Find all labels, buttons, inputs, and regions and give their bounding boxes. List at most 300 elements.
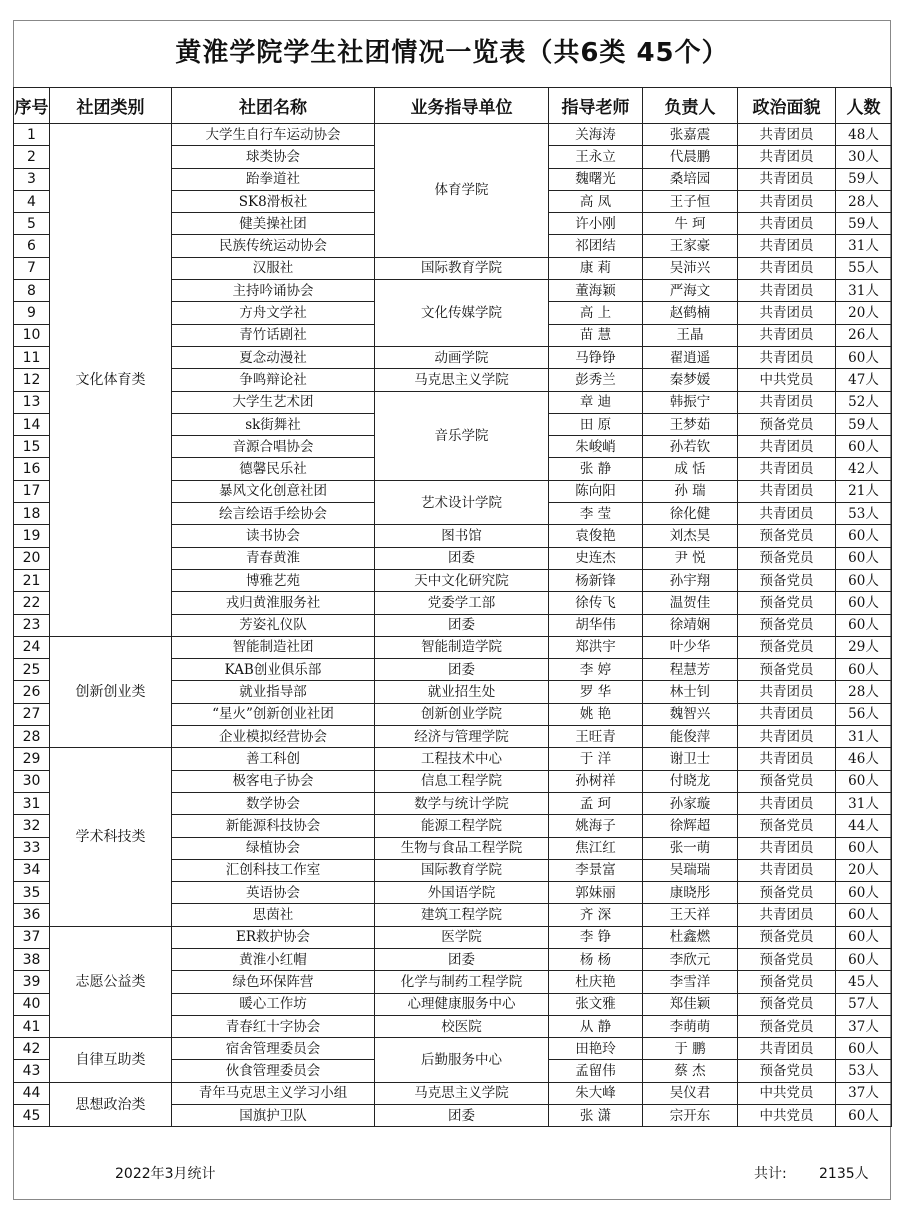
unit-cell: 艺术设计学院 [375,480,549,525]
row-number: 28 [14,726,50,748]
row-number: 21 [14,569,50,591]
count-cell: 59人 [836,413,892,435]
teacher-cell: 祁团结 [549,235,643,257]
politics-cell: 共青团员 [738,792,836,814]
unit-cell: 文化传媒学院 [375,280,549,347]
teacher-cell: 朱峻峭 [549,436,643,458]
row-number: 35 [14,882,50,904]
leader-cell: 王家豪 [643,235,738,257]
club-table-body [14,124,892,1127]
count-cell: 47人 [836,369,892,391]
leader-cell: 张一萌 [643,837,738,859]
politics-cell: 预备党员 [738,815,836,837]
teacher-cell: 郭妹丽 [549,882,643,904]
count-cell: 44人 [836,815,892,837]
leader-cell: 牛 珂 [643,213,738,235]
row-number: 33 [14,837,50,859]
club-name-cell: sk街舞社 [172,413,375,435]
politics-cell: 共青团员 [738,257,836,279]
count-cell: 59人 [836,213,892,235]
club-name-cell: 极客电子协会 [172,770,375,792]
leader-cell: 康晓彤 [643,882,738,904]
leader-cell: 李萌萌 [643,1015,738,1037]
politics-cell: 共青团员 [738,346,836,368]
row-number: 7 [14,257,50,279]
club-name-cell: 新能源科技协会 [172,815,375,837]
unit-cell: 就业招生处 [375,681,549,703]
club-name-cell: SK8滑板社 [172,190,375,212]
politics-cell: 预备党员 [738,614,836,636]
leader-cell: 郑佳颖 [643,993,738,1015]
count-cell: 45人 [836,971,892,993]
leader-cell: 翟逍遥 [643,346,738,368]
count-cell: 42人 [836,458,892,480]
category-cell: 创新创业类 [50,636,172,747]
politics-cell: 预备党员 [738,882,836,904]
club-name-cell: 绘言绘语手绘协会 [172,503,375,525]
row-number: 39 [14,971,50,993]
unit-cell: 创新创业学院 [375,703,549,725]
table-row [14,124,892,146]
row-number: 6 [14,235,50,257]
leader-cell: 王天祥 [643,904,738,926]
club-name-cell: 暖心工作坊 [172,993,375,1015]
politics-cell: 预备党员 [738,1015,836,1037]
count-cell: 60人 [836,837,892,859]
club-name-cell: 英语协会 [172,882,375,904]
politics-cell: 预备党员 [738,547,836,569]
teacher-cell: 孟留伟 [549,1060,643,1082]
teacher-cell: 从 静 [549,1015,643,1037]
row-number: 44 [14,1082,50,1104]
row-number: 1 [14,124,50,146]
politics-cell: 共青团员 [738,681,836,703]
row-number: 16 [14,458,50,480]
teacher-cell: 康 莉 [549,257,643,279]
politics-cell: 共青团员 [738,168,836,190]
club-name-cell: 读书协会 [172,525,375,547]
club-name-cell: 方舟文学社 [172,302,375,324]
category-cell: 学术科技类 [50,748,172,926]
club-name-cell: 德馨民乐社 [172,458,375,480]
leader-cell: 李欣元 [643,948,738,970]
teacher-cell: 杜庆艳 [549,971,643,993]
unit-cell: 体育学院 [375,124,549,258]
row-number: 9 [14,302,50,324]
club-name-cell: 企业模拟经营协会 [172,726,375,748]
politics-cell: 共青团员 [738,190,836,212]
politics-cell: 共青团员 [738,703,836,725]
unit-cell: 工程技术中心 [375,748,549,770]
row-number: 20 [14,547,50,569]
club-name-cell: 争鸣辩论社 [172,369,375,391]
club-name-cell: 汇创科技工作室 [172,859,375,881]
row-number: 26 [14,681,50,703]
footer-total-value: 2135人 [819,1166,869,1182]
teacher-cell: 袁俊艳 [549,525,643,547]
leader-cell: 成 恬 [643,458,738,480]
count-cell: 60人 [836,882,892,904]
club-name-cell: 民族传统运动协会 [172,235,375,257]
teacher-cell: 张文雅 [549,993,643,1015]
unit-cell: 经济与管理学院 [375,726,549,748]
politics-cell: 共青团员 [738,235,836,257]
count-cell: 60人 [836,592,892,614]
teacher-cell: 王旺青 [549,726,643,748]
club-name-cell: “星火”创新创业社团 [172,703,375,725]
politics-cell: 共青团员 [738,904,836,926]
row-number: 40 [14,993,50,1015]
politics-cell: 预备党员 [738,948,836,970]
politics-cell: 共青团员 [738,302,836,324]
row-number: 8 [14,280,50,302]
club-name-cell: 青春黄淮 [172,547,375,569]
teacher-cell: 张 潇 [549,1105,643,1127]
leader-cell: 孙宇翔 [643,569,738,591]
club-name-cell: 绿色环保阵营 [172,971,375,993]
leader-cell: 严海文 [643,280,738,302]
club-name-cell: ER救护协会 [172,926,375,948]
count-cell: 20人 [836,302,892,324]
unit-cell: 心理健康服务中心 [375,993,549,1015]
unit-cell: 动画学院 [375,346,549,368]
row-number: 10 [14,324,50,346]
row-number: 36 [14,904,50,926]
count-cell: 55人 [836,257,892,279]
count-cell: 20人 [836,859,892,881]
teacher-cell: 罗 华 [549,681,643,703]
club-name-cell: KAB创业俱乐部 [172,659,375,681]
row-number: 19 [14,525,50,547]
row-number: 11 [14,346,50,368]
row-number: 43 [14,1060,50,1082]
row-number: 27 [14,703,50,725]
count-cell: 53人 [836,1060,892,1082]
leader-cell: 宗开东 [643,1105,738,1127]
row-number: 15 [14,436,50,458]
teacher-cell: 陈向阳 [549,480,643,502]
unit-cell: 党委学工部 [375,592,549,614]
unit-cell: 马克思主义学院 [375,369,549,391]
teacher-cell: 徐传飞 [549,592,643,614]
unit-cell: 团委 [375,547,549,569]
count-cell: 60人 [836,436,892,458]
club-name-cell: 夏念动漫社 [172,346,375,368]
politics-cell: 共青团员 [738,859,836,881]
leader-cell: 魏智兴 [643,703,738,725]
politics-cell: 共青团员 [738,324,836,346]
teacher-cell: 姚 艳 [549,703,643,725]
leader-cell: 徐辉超 [643,815,738,837]
teacher-cell: 于 洋 [549,748,643,770]
unit-cell: 智能制造学院 [375,636,549,658]
teacher-cell: 史连杰 [549,547,643,569]
footer-total-label: 共计: [754,1166,787,1182]
club-name-cell: 健美操社团 [172,213,375,235]
club-name-cell: 青年马克思主义学习小组 [172,1082,375,1104]
politics-cell: 共青团员 [738,503,836,525]
leader-cell: 于 鹏 [643,1038,738,1060]
teacher-cell: 朱大峰 [549,1082,643,1104]
row-number: 22 [14,592,50,614]
leader-cell: 杜鑫燃 [643,926,738,948]
count-cell: 21人 [836,480,892,502]
club-name-cell: 大学生自行车运动协会 [172,124,375,146]
row-number: 17 [14,480,50,502]
leader-cell: 徐化健 [643,503,738,525]
category-cell: 自律互助类 [50,1038,172,1083]
club-name-cell: 数学协会 [172,792,375,814]
unit-cell: 建筑工程学院 [375,904,549,926]
teacher-cell: 孟 珂 [549,792,643,814]
row-number: 32 [14,815,50,837]
unit-cell: 国际教育学院 [375,859,549,881]
row-number: 23 [14,614,50,636]
header-club-name: 社团名称 [172,88,375,124]
teacher-cell: 董海颖 [549,280,643,302]
leader-cell: 桑培园 [643,168,738,190]
teacher-cell: 孙树祥 [549,770,643,792]
politics-cell: 共青团员 [738,726,836,748]
leader-cell: 孙若钦 [643,436,738,458]
row-number: 45 [14,1105,50,1127]
unit-cell: 图书馆 [375,525,549,547]
leader-cell: 吴沛兴 [643,257,738,279]
row-number: 29 [14,748,50,770]
count-cell: 46人 [836,748,892,770]
table-row [14,1038,892,1060]
teacher-cell: 高 凤 [549,190,643,212]
table-row [14,636,892,658]
row-number: 4 [14,190,50,212]
count-cell: 31人 [836,792,892,814]
leader-cell: 能俊萍 [643,726,738,748]
teacher-cell: 杨 杨 [549,948,643,970]
teacher-cell: 杨新锋 [549,569,643,591]
category-cell: 文化体育类 [50,124,172,637]
count-cell: 48人 [836,124,892,146]
count-cell: 30人 [836,146,892,168]
leader-cell: 叶少华 [643,636,738,658]
count-cell: 60人 [836,904,892,926]
politics-cell: 共青团员 [738,391,836,413]
politics-cell: 预备党员 [738,659,836,681]
header-politics: 政治面貌 [738,88,836,124]
row-number: 37 [14,926,50,948]
teacher-cell: 李 铮 [549,926,643,948]
politics-cell: 共青团员 [738,458,836,480]
politics-cell: 共青团员 [738,748,836,770]
unit-cell: 化学与制药工程学院 [375,971,549,993]
count-cell: 52人 [836,391,892,413]
row-number: 18 [14,503,50,525]
count-cell: 60人 [836,1105,892,1127]
politics-cell: 共青团员 [738,213,836,235]
leader-cell: 吴仪君 [643,1082,738,1104]
politics-cell: 预备党员 [738,1060,836,1082]
row-number: 13 [14,391,50,413]
category-cell: 思想政治类 [50,1082,172,1127]
teacher-cell: 田 原 [549,413,643,435]
leader-cell: 王子恒 [643,190,738,212]
row-number: 31 [14,792,50,814]
count-cell: 31人 [836,235,892,257]
politics-cell: 预备党员 [738,525,836,547]
unit-cell: 信息工程学院 [375,770,549,792]
table-row [14,926,892,948]
club-name-cell: 智能制造社团 [172,636,375,658]
table-row [14,1082,892,1104]
leader-cell: 孙家璇 [643,792,738,814]
row-number: 2 [14,146,50,168]
row-number: 24 [14,636,50,658]
teacher-cell: 田艳玲 [549,1038,643,1060]
count-cell: 37人 [836,1015,892,1037]
leader-cell: 吴瑞瑞 [643,859,738,881]
leader-cell: 程慧芳 [643,659,738,681]
unit-cell: 生物与食品工程学院 [375,837,549,859]
politics-cell: 共青团员 [738,1038,836,1060]
category-cell: 志愿公益类 [50,926,172,1037]
unit-cell: 马克思主义学院 [375,1082,549,1104]
leader-cell: 王晶 [643,324,738,346]
club-name-cell: 跆拳道社 [172,168,375,190]
politics-cell: 预备党员 [738,993,836,1015]
count-cell: 31人 [836,726,892,748]
teacher-cell: 王永立 [549,146,643,168]
club-name-cell: 芳姿礼仪队 [172,614,375,636]
unit-cell: 后勤服务中心 [375,1038,549,1083]
club-name-cell: 绿植协会 [172,837,375,859]
leader-cell: 代晨鹏 [643,146,738,168]
page-title: 黄淮学院学生社团情况一览表（共6类 45个） [175,38,729,68]
leader-cell: 蔡 杰 [643,1060,738,1082]
teacher-cell: 郑洪宇 [549,636,643,658]
politics-cell: 预备党员 [738,592,836,614]
count-cell: 29人 [836,636,892,658]
count-cell: 60人 [836,1038,892,1060]
teacher-cell: 马铮铮 [549,346,643,368]
header-no: 序号 [14,88,50,124]
club-name-cell: 汉服社 [172,257,375,279]
club-name-cell: 善工科创 [172,748,375,770]
leader-cell: 温贺佳 [643,592,738,614]
count-cell: 59人 [836,168,892,190]
teacher-cell: 张 静 [549,458,643,480]
row-number: 42 [14,1038,50,1060]
count-cell: 56人 [836,703,892,725]
club-name-cell: 宿舍管理委员会 [172,1038,375,1060]
count-cell: 53人 [836,503,892,525]
unit-cell: 国际教育学院 [375,257,549,279]
club-name-cell: 青竹话剧社 [172,324,375,346]
teacher-cell: 关海涛 [549,124,643,146]
leader-cell: 王梦茹 [643,413,738,435]
politics-cell: 共青团员 [738,480,836,502]
leader-cell: 谢卫士 [643,748,738,770]
teacher-cell: 高 上 [549,302,643,324]
politics-cell: 中共党员 [738,1105,836,1127]
unit-cell: 团委 [375,614,549,636]
count-cell: 26人 [836,324,892,346]
club-name-cell: 球类协会 [172,146,375,168]
teacher-cell: 许小刚 [549,213,643,235]
unit-cell: 团委 [375,1105,549,1127]
politics-cell: 预备党员 [738,971,836,993]
unit-cell: 能源工程学院 [375,815,549,837]
leader-cell: 林士钊 [643,681,738,703]
club-name-cell: 伙食管理委员会 [172,1060,375,1082]
teacher-cell: 李 莹 [549,503,643,525]
count-cell: 60人 [836,948,892,970]
politics-cell: 预备党员 [738,569,836,591]
unit-cell: 音乐学院 [375,391,549,480]
teacher-cell: 胡华伟 [549,614,643,636]
politics-cell: 中共党员 [738,369,836,391]
club-name-cell: 就业指导部 [172,681,375,703]
unit-cell: 团委 [375,659,549,681]
header-count: 人数 [836,88,892,124]
leader-cell: 秦梦媛 [643,369,738,391]
unit-cell: 外国语学院 [375,882,549,904]
club-name-cell: 大学生艺术团 [172,391,375,413]
count-cell: 60人 [836,525,892,547]
club-name-cell: 音源合唱协会 [172,436,375,458]
leader-cell: 徐靖娴 [643,614,738,636]
count-cell: 60人 [836,547,892,569]
header-unit: 业务指导单位 [375,88,549,124]
club-name-cell: 青春红十字协会 [172,1015,375,1037]
header-teacher: 指导老师 [549,88,643,124]
header-leader: 负责人 [643,88,738,124]
footer-date: 2022年3月统计 [115,1166,216,1182]
club-name-cell: 国旗护卫队 [172,1105,375,1127]
politics-cell: 预备党员 [738,770,836,792]
club-name-cell: 主持吟诵协会 [172,280,375,302]
politics-cell: 共青团员 [738,146,836,168]
leader-cell: 赵鹤楠 [643,302,738,324]
unit-cell: 校医院 [375,1015,549,1037]
leader-cell: 李雪洋 [643,971,738,993]
politics-cell: 共青团员 [738,436,836,458]
unit-cell: 天中文化研究院 [375,569,549,591]
row-number: 41 [14,1015,50,1037]
leader-cell: 尹 悦 [643,547,738,569]
table-row [14,748,892,770]
club-name-cell: 暴风文化创意社团 [172,480,375,502]
leader-cell: 刘杰昊 [643,525,738,547]
club-name-cell: 博雅艺苑 [172,569,375,591]
leader-cell: 张嘉震 [643,124,738,146]
politics-cell: 预备党员 [738,636,836,658]
club-table [13,87,892,1127]
count-cell: 28人 [836,190,892,212]
leader-cell: 韩振宁 [643,391,738,413]
count-cell: 37人 [836,1082,892,1104]
count-cell: 57人 [836,993,892,1015]
row-number: 38 [14,948,50,970]
politics-cell: 共青团员 [738,837,836,859]
header-category: 社团类别 [50,88,172,124]
row-number: 30 [14,770,50,792]
club-name-cell: 戎归黄淮服务社 [172,592,375,614]
teacher-cell: 姚海子 [549,815,643,837]
row-number: 34 [14,859,50,881]
unit-cell: 数学与统计学院 [375,792,549,814]
teacher-cell: 焦江红 [549,837,643,859]
count-cell: 60人 [836,346,892,368]
count-cell: 60人 [836,614,892,636]
